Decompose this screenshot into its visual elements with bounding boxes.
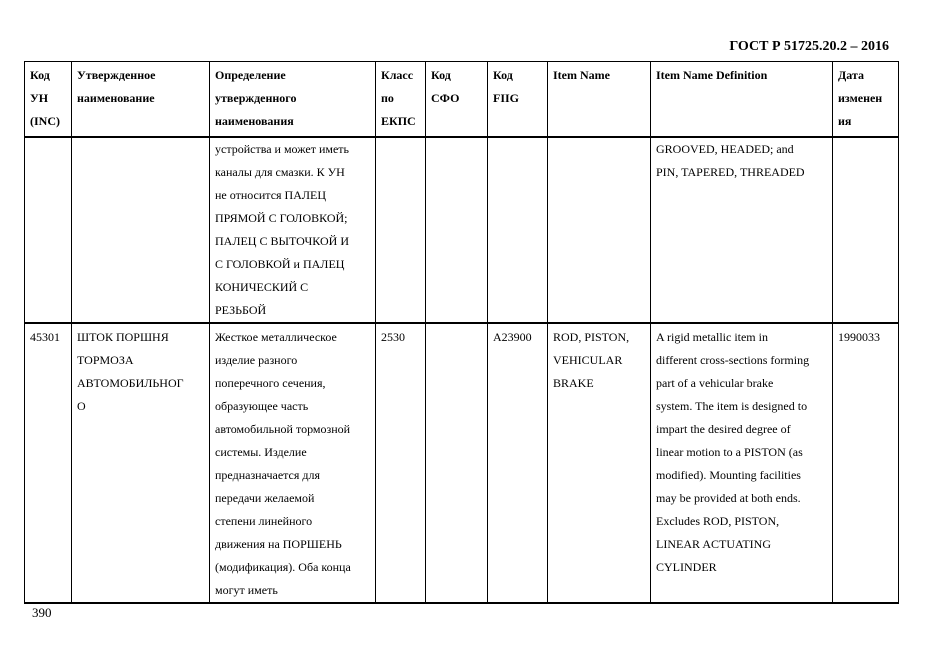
col-header-date: Дата изменен ия bbox=[833, 62, 899, 137]
col-header-approved-name: Утвержденное наименование bbox=[72, 62, 210, 137]
cell-class bbox=[376, 137, 426, 323]
cell-class: 2530 bbox=[376, 323, 426, 603]
table-row bbox=[25, 137, 899, 323]
col-header-sfo: Код СФО bbox=[426, 62, 488, 137]
cell-definition: Жесткое металлическое изделие разного поперечного сечения, образующее часть автомобильной тормозной системы. Изделие предназначается для передачи желаемой степени линейного движения на ПОРШЕНЬ (модификация). Оба конца могут иметь bbox=[210, 323, 376, 603]
cell-item-name bbox=[548, 137, 651, 323]
col-header-definition: Определение утвержденного наименования bbox=[210, 62, 376, 137]
table-header-row bbox=[25, 62, 899, 137]
col-header-fiig: Код FIIG bbox=[488, 62, 548, 137]
cell-approved-name bbox=[72, 137, 210, 323]
cell-definition: устройства и может иметь каналы для смазки. К УН не относится ПАЛЕЦ ПРЯМОЙ С ГОЛОВКОЙ; ПАЛЕЦ С ВЫТОЧКОЙ И С ГОЛОВКОЙ и ПАЛЕЦ КОНИЧЕСКИЙ С РЕЗЬБОЙ bbox=[210, 137, 376, 323]
cell-date: 1990033 bbox=[833, 323, 899, 603]
cell-approved-name: ШТОК ПОРШНЯ ТОРМОЗА АВТОМОБИЛЬНОГ О bbox=[72, 323, 210, 603]
col-header-class: Класс по ЕКПС bbox=[376, 62, 426, 137]
col-header-inc: Код УН (INC) bbox=[25, 62, 72, 137]
cell-fiig: A23900 bbox=[488, 323, 548, 603]
page-number: 390 bbox=[32, 605, 52, 620]
cell-sfo bbox=[426, 323, 488, 603]
cell-fiig bbox=[488, 137, 548, 323]
col-header-item-definition: Item Name Definition bbox=[651, 62, 833, 137]
classifier-table bbox=[24, 61, 899, 604]
table-row bbox=[25, 323, 899, 603]
col-header-item-name: Item Name bbox=[548, 62, 651, 137]
cell-item-definition: A rigid metallic item in different cross-sections forming part of a vehicular brake system. The item is designed to impart the desired degree of linear motion to a PISTON (as modified). Mounting facilities may be provided at both ends. Excludes ROD, PISTON, LINEAR ACTUATING CYLINDER bbox=[651, 323, 833, 603]
cell-inc bbox=[25, 137, 72, 323]
cell-inc: 45301 bbox=[25, 323, 72, 603]
cell-sfo bbox=[426, 137, 488, 323]
cell-item-definition: GROOVED, HEADED; and PIN, TAPERED, THREADED bbox=[651, 137, 833, 323]
cell-item-name: ROD, PISTON, VEHICULAR BRAKE bbox=[548, 323, 651, 603]
document-header: ГОСТ Р 51725.20.2 – 2016 bbox=[729, 39, 889, 54]
cell-date bbox=[833, 137, 899, 323]
